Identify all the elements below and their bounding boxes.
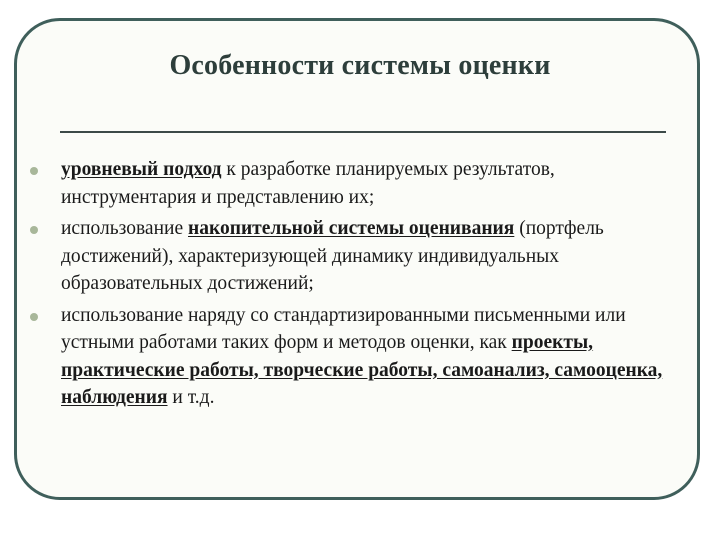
title-divider [60,131,666,133]
emphasis-text: проекты, практические работы, творческие работы, самоанализ, самооценка, наблюдения [61,332,663,408]
bullet-item-assessment-forms [30,302,692,412]
bullet-item-levels [30,156,692,211]
emphasis-text: накопительной системы оценивания [188,218,515,239]
emphasis-text: уровневый подход [61,159,222,180]
bullet-dot-icon [30,313,38,321]
bullet-text: и т.д. [167,387,215,408]
bullet-dot-icon [30,167,38,175]
bullet-text: использование наряду со стандартизированными письменными или устными работами таких форм и методов оценки, как [61,304,626,353]
bullet-list [30,156,692,416]
bullet-text: использование [61,218,188,239]
bullet-text: (портфель достижений), характеризующей динамику индивидуальных образовательных достижений; [61,218,604,294]
bullet-text: к разработке планируемых результатов, инструментария и представлению их; [61,159,555,208]
bullet-item-portfolio [30,215,692,298]
bullet-dot-icon [30,226,38,234]
slide-title: Особенности системы оценки [169,50,551,81]
